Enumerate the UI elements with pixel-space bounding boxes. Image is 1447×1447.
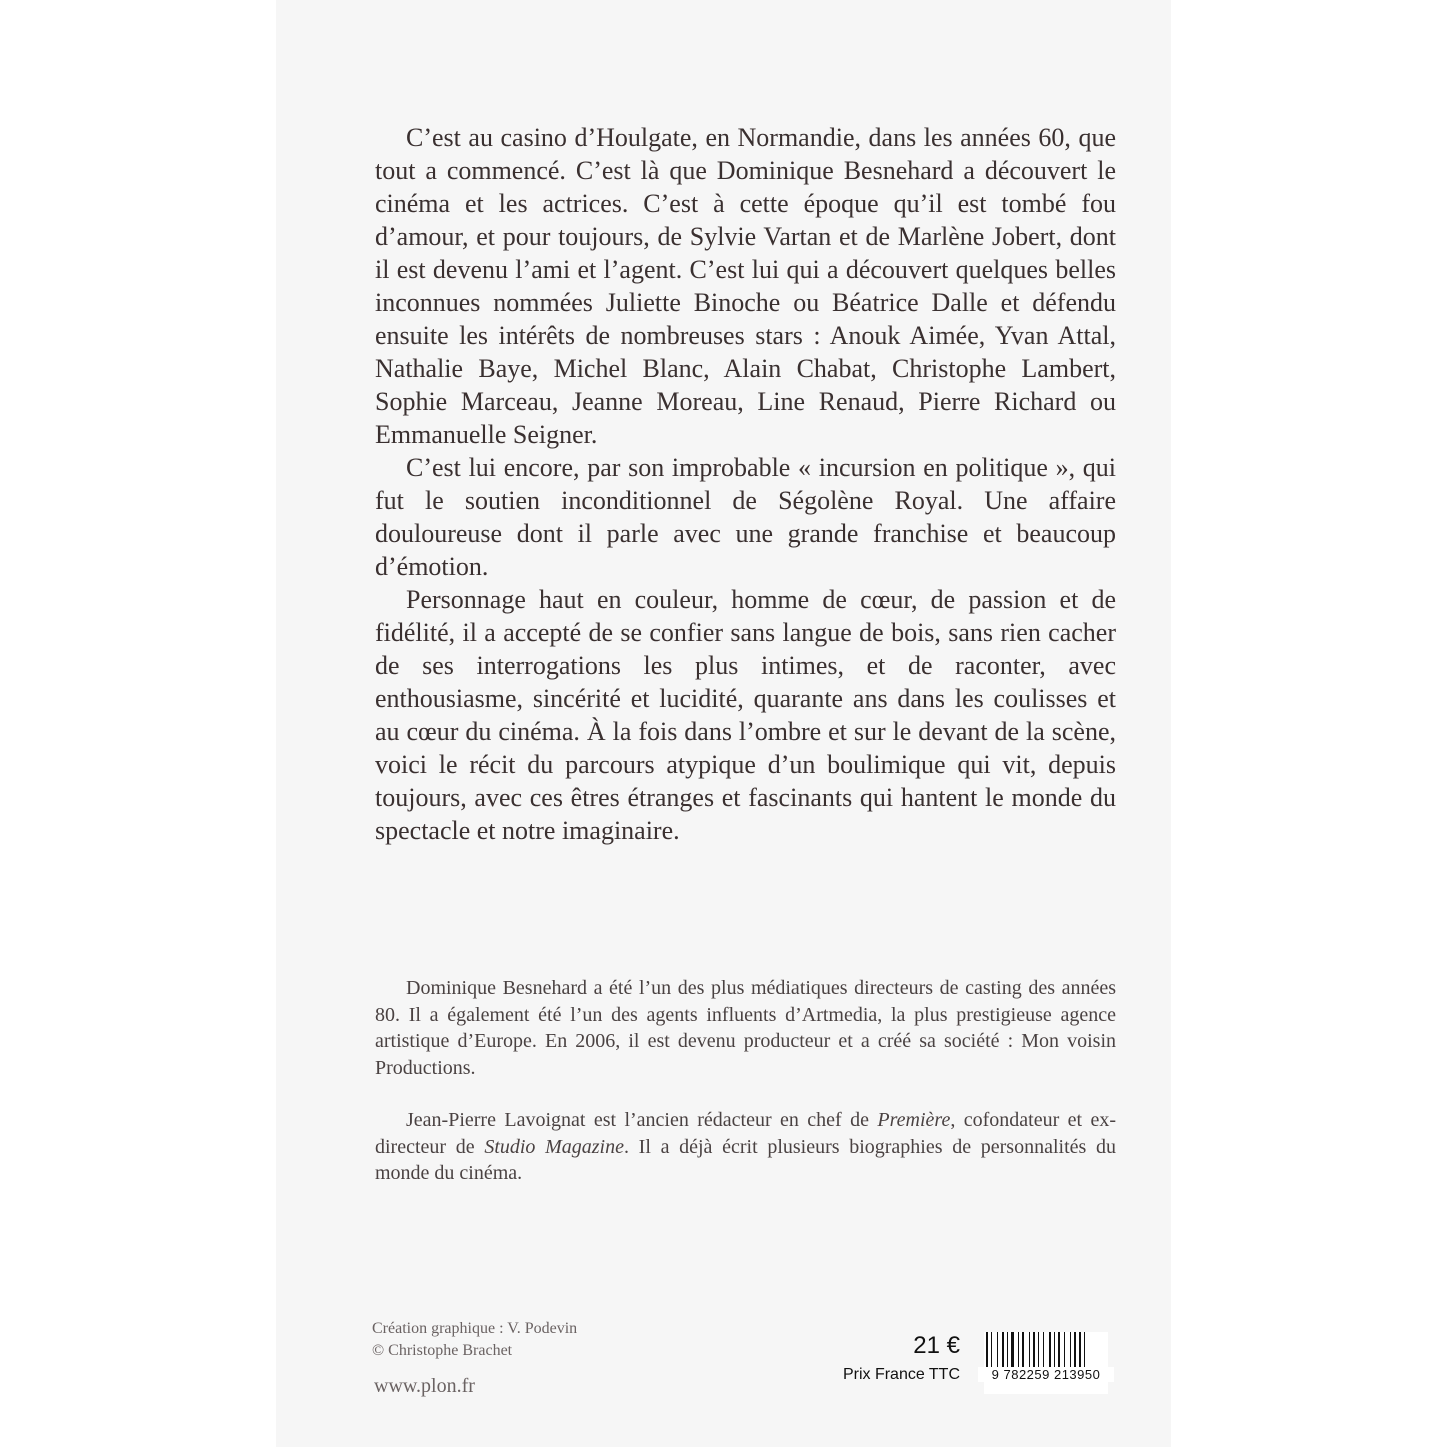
price-amount: 21 € (913, 1332, 960, 1359)
barcode-bar (1007, 1332, 1008, 1368)
barcode (984, 1332, 1108, 1394)
barcode-bars (984, 1332, 1108, 1368)
book-blurb (375, 121, 1116, 847)
price-block (836, 1331, 960, 1385)
bio-besnehard: Dominique Besnehard a été l’un des plus médiatiques directeurs de casting des années 80. Il a également été l’un des agents influents d’Artmedia, la plus prestigieuse agence artistique d’Europe. En 2006, il est devenu producteur et a créé sa société : Mon voisin Productions. (375, 977, 1116, 1079)
author-bios (375, 975, 1116, 1187)
barcode-digits: 9 782259 213950 (978, 1367, 1114, 1382)
barcode-bar (1054, 1332, 1055, 1368)
price-label: Prix France TTC (842, 1366, 960, 1383)
magazine-title-premiere: Première (877, 1109, 951, 1131)
barcode-bar (986, 1332, 988, 1368)
bio-lavoignat-text-1: Jean-Pierre Lavoignat est l’ancien rédacteur en chef de (406, 1109, 878, 1131)
photo-credit: © Christophe Brachet (372, 1342, 513, 1359)
magazine-title-studio: Studio Magazine (484, 1135, 624, 1158)
blurb-paragraph-3: Personnage haut en couleur, homme de cœur, de passion et de fidélité, il a accepté de se confier sans langue de bois, sans rien cacher de ses interrogations les plus intimes, et de raconter, avec enthousiasme, sincérité et lucidité, quarante ans dans les coulisses et au cœur du cinéma. À la fois dans l’ombre et sur le devant de la scène, voici le récit du parcours atypique d’un boulimique qui vit, depuis toujours, avec ces êtres étranges et fascinants qui hantent le monde du spectacle et notre imaginaire. (375, 585, 1116, 845)
cover-credits (372, 1318, 577, 1362)
blurb-paragraph-2: C’est lui encore, par son improbable « incursion en politique », qui fut le soutien inconditionnel de Ségolène Royal. Une affaire douloureuse dont il parle avec une grande franchise et beaucoup d’émotion. (375, 453, 1116, 581)
barcode-bar (991, 1332, 992, 1368)
barcode-bar (1064, 1332, 1065, 1368)
barcode-bar (1033, 1332, 1035, 1368)
bio-lavoignat (375, 1107, 1116, 1187)
barcode-bar (1011, 1332, 1014, 1368)
barcode-bar (1070, 1332, 1071, 1368)
barcode-bar (1038, 1332, 1039, 1368)
barcode-bar (1022, 1332, 1024, 1368)
barcode-bar (1084, 1332, 1085, 1368)
barcode-bar (1049, 1332, 1051, 1368)
bio-lavoignat-text-3: . Il a déjà écrit plusieurs biographies de personnalités du monde du cinéma. (375, 1135, 1116, 1184)
barcode-bar (997, 1332, 998, 1368)
barcode-bar (1002, 1332, 1004, 1368)
barcode-bar (1079, 1332, 1081, 1368)
design-credit: Création graphique : V. Podevin (372, 1320, 578, 1337)
publisher-website: www.plon.fr (374, 1375, 475, 1397)
barcode-bar (1043, 1332, 1044, 1368)
barcode-bar (1018, 1332, 1019, 1368)
blurb-paragraph-1: C’est au casino d’Houlgate, en Normandie, dans les années 60, que tout a commencé. C’est là que Dominique Besnehard a découvert le cinéma et les actrices. C’est à cette époque qu’il est tombé fou d’amour, et pour toujours, de Sylvie Vartan et de Marlène Jobert, dont il est devenu l’ami et l’agent. C’est lui qui a découvert quelques belles inconnues nommées Juliette Binoche ou Béatrice Dalle et défendu ensuite les intérêts de nombreuses stars : Anouk Aimée, Yvan Attal, Nathalie Baye, Michel Blanc, Alain Chabat, Christophe Lambert, Sophie Marceau, Jeanne Moreau, Line Renaud, Pierre Richard ou Emmanuelle Seigner. (375, 123, 1116, 449)
barcode-bar (1074, 1332, 1076, 1368)
bio-lavoignat-text-2: , cofondateur et ex-directeur de (375, 1109, 1116, 1158)
barcode-bar (1058, 1332, 1060, 1368)
barcode-bar (1029, 1332, 1030, 1368)
